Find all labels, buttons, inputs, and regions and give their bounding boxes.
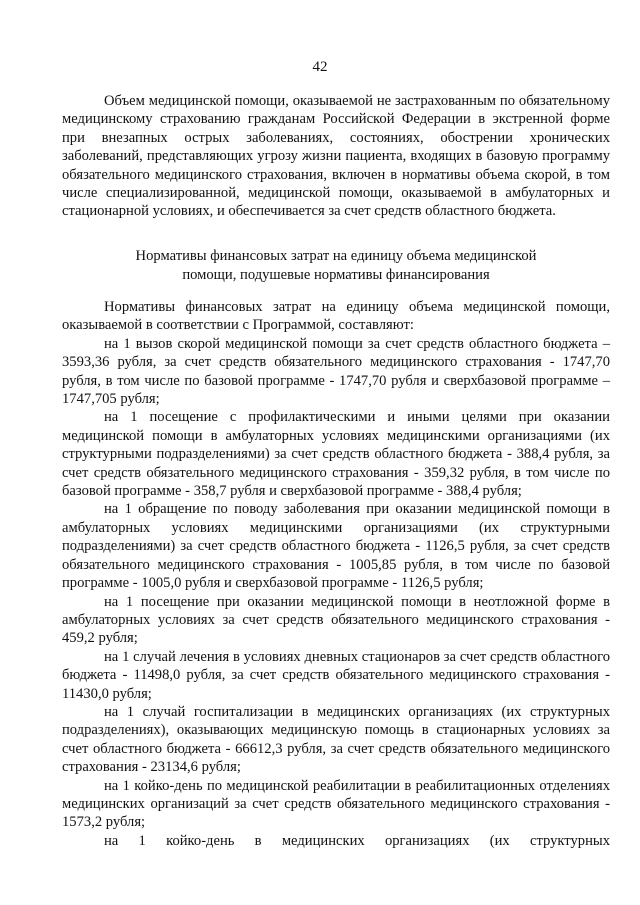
intro-paragraph: Объем медицинской помощи, оказываемой не застрахованным по обязательному медицинскому страхованию гражданам Российской Федерации в экстренной форме при внезапных острых заболеваниях, состояниях, обострении хронических заболеваний, представляющих угрозу жизни пациента, входящих в базовую программу обязательного медицинского страхования, включен в нормативы объема скорой, в том числе специализированной, медицинской помощи, оказываемой в амбулаторных и стационарной условиях, и обеспечивается за счет средств областного бюджета. (62, 93, 610, 220)
norms-paragraph-rehabilitation-bed-day: на 1 койко-день по медицинской реабилитации в реабилитационных отделениях медицинских организаций за счет средств обязательного медицинского страхования - 1573,2 рубля; (62, 777, 610, 831)
norms-paragraph-day-hospital: на 1 случай лечения в условиях дневных стационаров за счет средств областного бюджета - 11498,0 рубля, за счет средств обязательного медицинского страхования - 11430,0 рубля; (62, 648, 610, 702)
intro-section (62, 92, 610, 221)
norms-paragraph-disease-appeal: на 1 обращение по поводу заболевания при оказании медицинской помощи в амбулаторных условиях медицинскими организациями (их структурными подразделениями) за счет средств областного бюджета - 1126,5 рубля, за счет средств обязательного медицинского страхования - 1005,85 рубля, в том числе по базовой программе - 1005,0 рубля и сверхбазовой программе - 1126,5 рубля; (62, 501, 610, 592)
norms-paragraph-preventive-visit: на 1 посещение с профилактическими и иными целями при оказании медицинской помощи в амбулаторных условиях медицинскими организациями (их структурными подразделениями) за счет средств областного бюджета - 388,4 рубля, за счет средств обязательного медицинского страхования - 359,32 рубля, в том числе по базовой программе - 358,7 рубля и сверхбазовой программе - 388,4 рубля; (62, 409, 610, 500)
norms-body (62, 298, 610, 850)
section-heading (62, 247, 610, 284)
section-heading-line-2: помощи, подушевые нормативы финансирования (182, 266, 490, 283)
norms-paragraph-hospitalization: на 1 случай госпитализации в медицинских организациях (их структурных подразделениях), оказывающих медицинскую помощь в стационарных условиях за счет областного бюджета - 66612,3 рубля, за счет средств обязательного медицинского страхования - 23134,6 рубля; (62, 703, 610, 776)
norms-paragraph-bed-day: на 1 койко-день в медицинских организациях (их структурных (104, 832, 610, 849)
page-number: 42 (312, 59, 328, 75)
section-heading-line-1: Нормативы финансовых затрат на единицу объема медицинской (135, 248, 537, 264)
norms-paragraph-ambulance-call: на 1 вызов скорой медицинской помощи за счет средств областного бюджета – 3593,36 рубля, за счет средств обязательного медицинского страхования - 1747,70 рубля, в том числе по базовой программе - 1747,70 рубля и сверхбазовой программе – 1747,705 рубля; (62, 335, 610, 408)
norms-paragraph-urgent-visit: на 1 посещение при оказании медицинской помощи в неотложной форме в амбулаторных условиях за счет средств обязательного медицинского страхования - 459,2 рубля; (62, 593, 610, 647)
norms-paragraph-intro: Нормативы финансовых затрат на единицу объема медицинской помощи, оказываемой в соответствии с Программой, составляют: (62, 299, 610, 334)
